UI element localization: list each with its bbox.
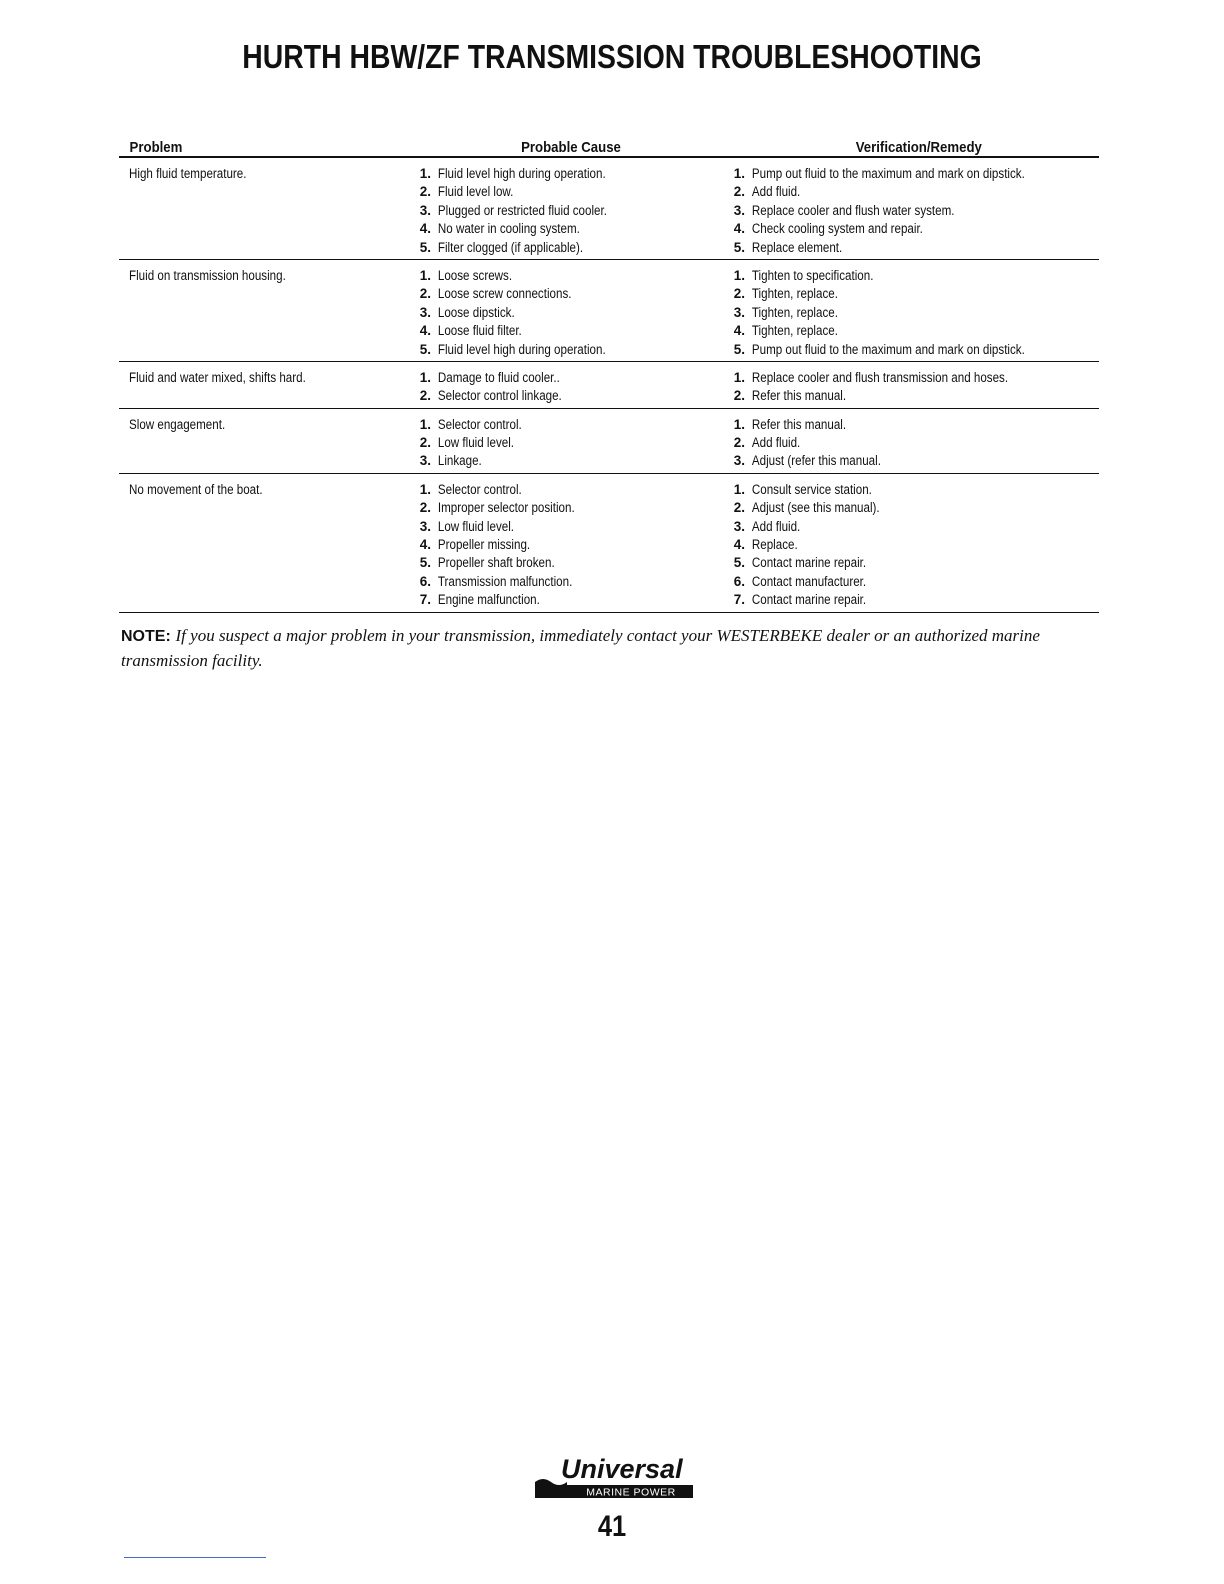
cause-text: Fluid level low. <box>437 184 514 200</box>
remedy-cell <box>721 481 1099 610</box>
header-verification-remedy: Verification/Remedy <box>855 139 982 156</box>
cause-number: 1. <box>419 416 431 432</box>
remedy-number: 4. <box>733 323 745 339</box>
table-row <box>119 362 1099 409</box>
page-title: HURTH HBW/ZF TRANSMISSION TROUBLESHOOTING <box>242 38 982 75</box>
remedy-text: Tighten, replace. <box>751 304 838 320</box>
remedy-text: Pump out fluid to the maximum and mark on dipstick. <box>751 166 1025 181</box>
cause-text: Selector control. <box>437 416 522 432</box>
cause-number: 3. <box>419 202 431 218</box>
remedy-list-item <box>721 239 1099 257</box>
remedy-list-item <box>721 499 1099 517</box>
cause-number: 5. <box>419 239 431 255</box>
cause-list-item <box>407 165 721 183</box>
remedy-number: 1. <box>733 166 745 181</box>
remedy-number: 2. <box>733 184 745 200</box>
cause-text: Linkage. <box>437 453 482 469</box>
remedy-list-item <box>721 285 1099 303</box>
problem-cell <box>119 481 407 610</box>
note-text: If you suspect a major problem in your transmission, immediately contact your WESTERBEKE dealer or an authorized marine transmission facility. <box>121 626 1040 670</box>
cause-number: 1. <box>419 481 431 497</box>
cause-list-item <box>407 341 721 359</box>
problem-text: Fluid and water mixed, shifts hard. <box>129 369 306 385</box>
cause-list-item <box>407 554 721 572</box>
cause-number: 4. <box>419 221 431 237</box>
cause-text: Selector control linkage. <box>437 388 562 404</box>
cause-text: Loose screw connections. <box>437 286 572 302</box>
remedy-number: 5. <box>733 341 745 357</box>
remedy-cell <box>721 165 1099 257</box>
remedy-cell <box>721 369 1099 406</box>
cause-number: 5. <box>419 555 431 571</box>
remedy-list-item <box>721 591 1099 609</box>
cause-number: 1. <box>419 267 431 283</box>
table-row <box>119 260 1099 362</box>
remedy-list-item <box>721 202 1099 220</box>
cause-list-item <box>407 369 721 387</box>
remedy-text: Adjust (see this manual). <box>751 500 880 516</box>
problem-cell <box>119 267 407 359</box>
page-number: 41 <box>597 1510 627 1543</box>
table-row <box>119 474 1099 613</box>
remedy-list-item <box>721 387 1099 405</box>
cause-list-item <box>407 267 721 285</box>
cause-number: 2. <box>419 500 431 516</box>
remedy-list-item <box>721 481 1099 499</box>
remedy-text: Contact marine repair. <box>751 592 867 608</box>
cause-number: 4. <box>419 323 431 339</box>
cause-number: 7. <box>419 592 431 608</box>
cause-list-item <box>407 416 721 434</box>
logo-brand-text: Universal <box>561 1454 683 1484</box>
cause-text: Selector control. <box>437 481 522 497</box>
cause-number: 2. <box>419 184 431 200</box>
cause-list-item <box>407 518 721 536</box>
remedy-text: Tighten, replace. <box>751 286 838 302</box>
cause-list-item <box>407 499 721 517</box>
remedy-list-item <box>721 416 1099 434</box>
remedy-list-item <box>721 304 1099 322</box>
cause-number: 3. <box>419 453 431 469</box>
remedy-text: Replace cooler and flush water system. <box>751 202 955 218</box>
remedy-number: 5. <box>733 555 745 571</box>
cause-number: 3. <box>419 304 431 320</box>
problem-text: No movement of the boat. <box>129 481 263 497</box>
remedy-number: 3. <box>733 453 745 469</box>
cause-list-item <box>407 536 721 554</box>
remedy-list-item <box>721 165 1099 183</box>
remedy-number: 4. <box>733 221 745 237</box>
remedy-number: 1. <box>733 267 745 283</box>
cause-list-item <box>407 183 721 201</box>
remedy-list-item <box>721 267 1099 285</box>
cause-number: 1. <box>419 369 431 385</box>
remedy-text: Add fluid. <box>751 184 801 200</box>
remedy-number: 3. <box>733 202 745 218</box>
cause-number: 2. <box>419 388 431 404</box>
header-problem: Problem <box>129 139 183 156</box>
logo-tagline-text: MARINE POWER <box>586 1486 676 1499</box>
footer-rule <box>124 1557 266 1558</box>
cause-text: Fluid level high during operation. <box>437 341 606 357</box>
remedy-list-item <box>721 183 1099 201</box>
cause-text: Loose screws. <box>437 267 513 283</box>
remedy-text: Pump out fluid to the maximum and mark on dipstick. <box>751 341 1025 357</box>
cause-list-item <box>407 452 721 470</box>
remedy-list-item <box>721 536 1099 554</box>
cause-cell <box>407 165 721 257</box>
troubleshooting-table <box>119 130 1099 613</box>
cause-cell <box>407 267 721 359</box>
remedy-number: 3. <box>733 304 745 320</box>
remedy-text: Refer this manual. <box>751 416 847 432</box>
table-row <box>119 409 1099 474</box>
cause-list-item <box>407 285 721 303</box>
note <box>121 624 1111 673</box>
remedy-text: Add fluid. <box>751 518 801 534</box>
cause-list-item <box>407 481 721 499</box>
remedy-text: Contact manufacturer. <box>751 573 867 589</box>
header-probable-cause: Probable Cause <box>521 139 621 156</box>
remedy-number: 1. <box>733 416 745 432</box>
remedy-text: Add fluid. <box>751 435 801 451</box>
cause-text: Low fluid level. <box>437 435 515 451</box>
cause-list-item <box>407 322 721 340</box>
cause-number: 1. <box>419 166 431 181</box>
cause-cell <box>407 481 721 610</box>
cause-list-item <box>407 304 721 322</box>
cause-text: Engine malfunction. <box>437 592 540 608</box>
cause-cell <box>407 369 721 406</box>
remedy-number: 6. <box>733 573 745 589</box>
cause-text: Low fluid level. <box>437 518 515 534</box>
remedy-number: 2. <box>733 286 745 302</box>
remedy-text: Replace. <box>751 537 798 553</box>
remedy-number: 4. <box>733 537 745 553</box>
cause-text: Improper selector position. <box>437 500 575 516</box>
cause-list-item <box>407 387 721 405</box>
remedy-text: Consult service station. <box>751 481 872 497</box>
cause-list-item <box>407 220 721 238</box>
remedy-cell <box>721 267 1099 359</box>
problem-text: Slow engagement. <box>129 416 226 432</box>
remedy-list-item <box>721 341 1099 359</box>
remedy-text: Replace element. <box>751 239 843 255</box>
cause-number: 3. <box>419 518 431 534</box>
table-body <box>119 158 1099 613</box>
universal-marine-power-logo <box>533 1452 697 1500</box>
remedy-list-item <box>721 573 1099 591</box>
cause-text: Loose fluid filter. <box>437 323 522 339</box>
cause-list-item <box>407 573 721 591</box>
remedy-cell <box>721 416 1099 471</box>
problem-text: High fluid temperature. <box>129 166 247 181</box>
remedy-text: Tighten to specification. <box>751 267 874 283</box>
cause-cell <box>407 416 721 471</box>
cause-text: Damage to fluid cooler.. <box>437 369 560 385</box>
problem-text: Fluid on transmission housing. <box>129 267 286 283</box>
cause-list-item <box>407 591 721 609</box>
cause-number: 2. <box>419 286 431 302</box>
cause-number: 5. <box>419 341 431 357</box>
remedy-list-item <box>721 452 1099 470</box>
remedy-number: 2. <box>733 388 745 404</box>
remedy-list-item <box>721 554 1099 572</box>
remedy-text: Check cooling system and repair. <box>751 221 923 237</box>
note-label: NOTE: <box>121 628 171 645</box>
cause-text: Transmission malfunction. <box>437 573 573 589</box>
remedy-number: 3. <box>733 518 745 534</box>
cause-list-item <box>407 239 721 257</box>
problem-cell <box>119 369 407 406</box>
cause-text: No water in cooling system. <box>437 221 580 237</box>
cause-number: 6. <box>419 573 431 589</box>
cause-list-item <box>407 434 721 452</box>
cause-text: Loose dipstick. <box>437 304 515 320</box>
remedy-number: 2. <box>733 500 745 516</box>
remedy-text: Adjust (refer this manual. <box>751 453 881 469</box>
remedy-number: 1. <box>733 369 745 385</box>
remedy-list-item <box>721 434 1099 452</box>
remedy-text: Replace cooler and flush transmission and hoses. <box>751 369 1009 385</box>
remedy-number: 2. <box>733 435 745 451</box>
remedy-number: 1. <box>733 481 745 497</box>
cause-text: Filter clogged (if applicable). <box>437 239 584 255</box>
cause-number: 4. <box>419 537 431 553</box>
cause-text: Plugged or restricted fluid cooler. <box>437 202 607 218</box>
remedy-number: 5. <box>733 239 745 255</box>
cause-text: Propeller missing. <box>437 537 531 553</box>
table-header <box>119 130 1099 158</box>
table-row <box>119 158 1099 260</box>
remedy-list-item <box>721 322 1099 340</box>
cause-text: Propeller shaft broken. <box>437 555 555 571</box>
remedy-text: Tighten, replace. <box>751 323 838 339</box>
problem-cell <box>119 416 407 471</box>
problem-cell <box>119 165 407 257</box>
remedy-text: Contact marine repair. <box>751 555 867 571</box>
remedy-list-item <box>721 518 1099 536</box>
cause-list-item <box>407 202 721 220</box>
cause-number: 2. <box>419 435 431 451</box>
remedy-number: 7. <box>733 592 745 608</box>
remedy-list-item <box>721 369 1099 387</box>
remedy-list-item <box>721 220 1099 238</box>
cause-text: Fluid level high during operation. <box>437 166 606 181</box>
remedy-text: Refer this manual. <box>751 388 847 404</box>
